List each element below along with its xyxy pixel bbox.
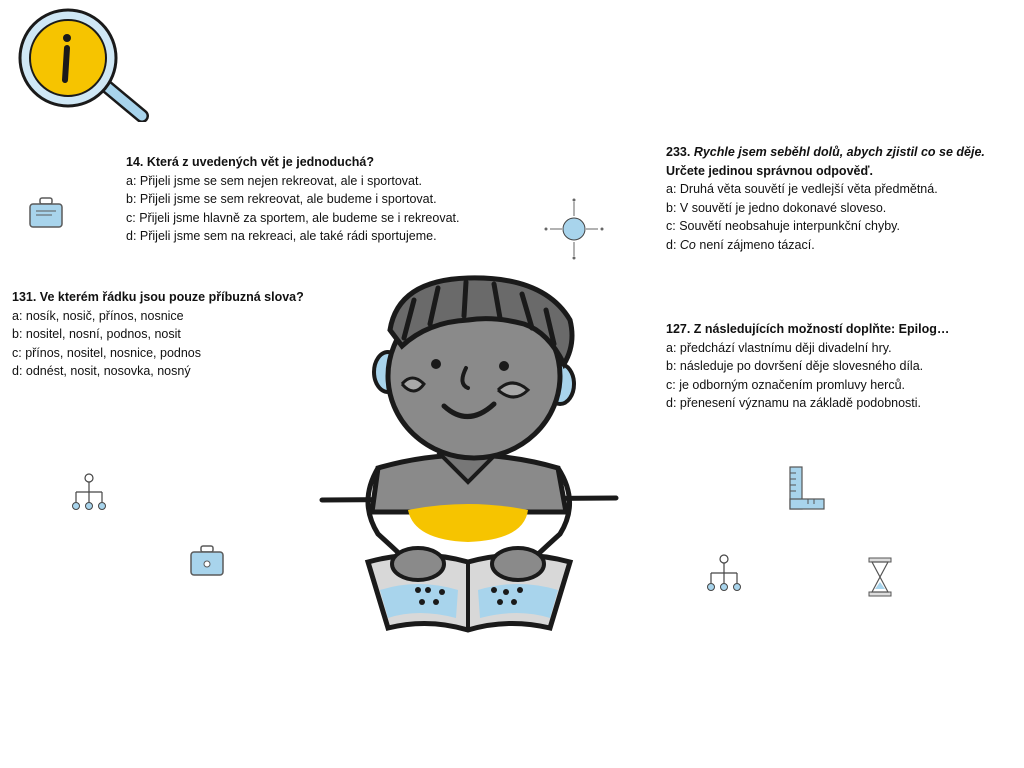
question-127 xyxy=(666,320,949,413)
hourglass-icon[interactable] xyxy=(866,556,894,598)
option-a[interactable]: a: nosík, nosič, přínos, nosnice xyxy=(12,308,184,323)
option-d[interactable]: d: Přijeli jsme sem na rekreaci, ale také rádi sportujeme. xyxy=(126,229,437,243)
question-instruction: Určete jedinou správnou odpověď. xyxy=(666,163,873,178)
tree-diagram-icon[interactable] xyxy=(70,472,108,514)
question-title: 131. Ve kterém řádku jsou pouze příbuzná slova? xyxy=(12,290,304,304)
option-b[interactable]: b: V souvětí je jedno dokonavé sloveso. xyxy=(666,200,887,215)
question-title: 14. Která z uvedených vět je jednoduchá? xyxy=(126,155,374,169)
option-d[interactable] xyxy=(666,236,985,255)
option-c[interactable]: c: přínos, nositel, nosnice, podnos xyxy=(12,345,202,360)
question-number: 233. xyxy=(666,145,691,159)
option-d[interactable]: d: přenesení významu na základě podobnosti. xyxy=(666,396,922,410)
option-a[interactable]: a: Přijeli jsme se sem nejen rekreovat, ale i sportovat. xyxy=(126,173,422,188)
question-sentence: Rychle jsem seběhl dolů, abych zjistil co se děje. xyxy=(693,145,985,159)
question-title xyxy=(666,143,985,162)
option-c[interactable]: c: Souvětí neobsahuje interpunkční chyby. xyxy=(666,219,900,233)
option-d-prefix: d: xyxy=(666,237,680,252)
option-c[interactable]: c: je odborným označením promluvy herců. xyxy=(666,377,905,392)
info-magnifier-icon[interactable] xyxy=(14,6,149,122)
option-a[interactable]: a: předchází vlastnímu ději divadelní hry. xyxy=(666,340,892,355)
option-d[interactable]: d: odnést, nosit, nosovka, nosný xyxy=(12,364,191,378)
boy-reading-illustration xyxy=(318,272,620,636)
question-131 xyxy=(12,288,304,381)
question-title: 127. Z následujících možností doplňte: Epilog… xyxy=(666,322,950,336)
option-d-italic: Co xyxy=(679,237,696,252)
question-233 xyxy=(666,143,985,254)
compass-icon[interactable] xyxy=(536,196,612,262)
option-b[interactable]: b: nositel, nosní, podnos, nosit xyxy=(12,327,181,341)
option-b[interactable]: b: následuje po dovršení děje slovesného díla. xyxy=(666,359,924,373)
option-c[interactable]: c: Přijeli jsme hlavně za sportem, ale budeme se i rekreovat. xyxy=(126,210,460,225)
tree-diagram-icon[interactable] xyxy=(705,553,743,595)
question-14 xyxy=(126,153,459,246)
ruler-icon[interactable] xyxy=(786,465,826,511)
option-d-rest: není zájmeno tázací. xyxy=(695,237,815,252)
option-a[interactable]: a: Druhá věta souvětí je vedlejší věta předmětná. xyxy=(666,182,938,196)
briefcase-icon[interactable] xyxy=(189,544,225,578)
option-b[interactable]: b: Přijeli jsme se sem rekreovat, ale budeme i sportovat. xyxy=(126,192,437,206)
briefcase-icon[interactable] xyxy=(28,196,64,230)
